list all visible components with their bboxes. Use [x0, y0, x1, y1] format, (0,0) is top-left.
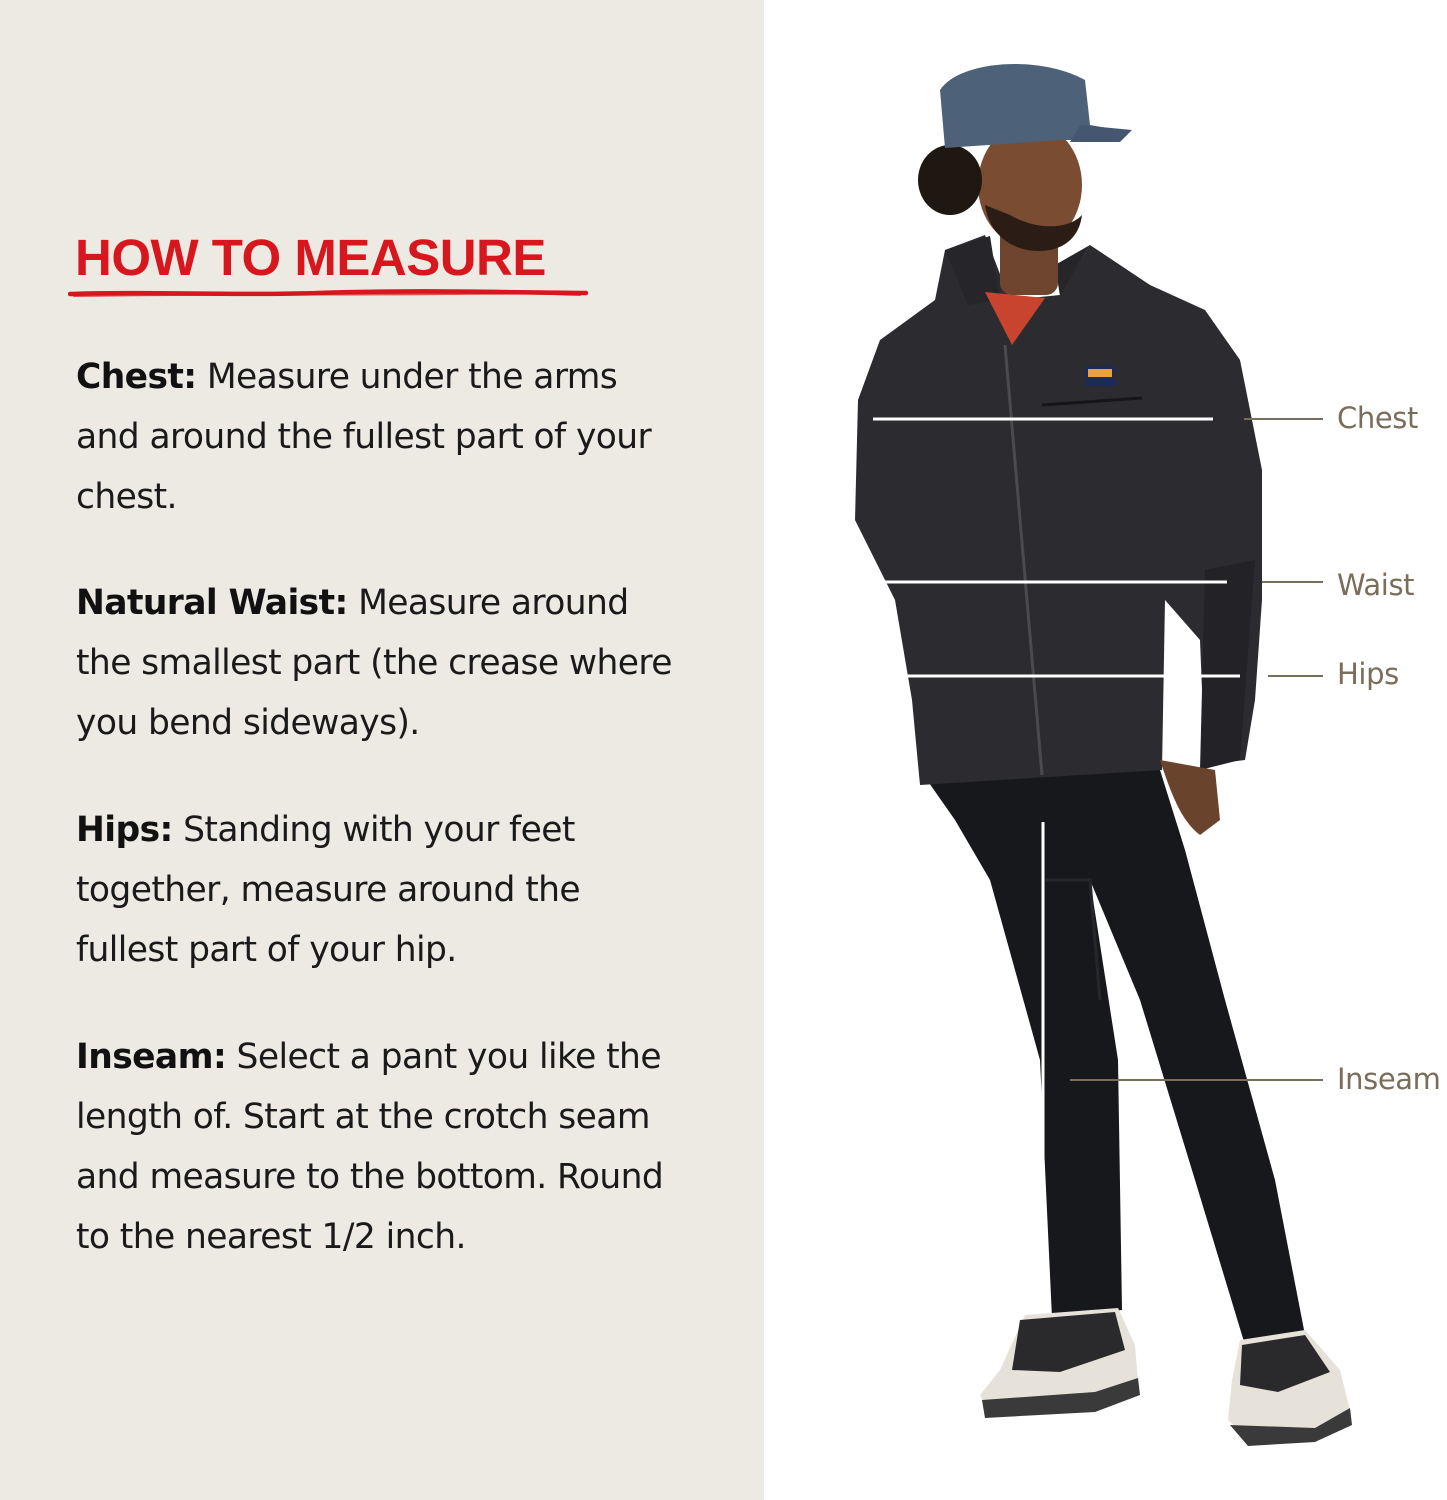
instruction-chest: [76, 347, 686, 527]
inseam-label: Inseam: [1337, 1062, 1441, 1096]
instruction-text: Standing with your feet together, measure around the fullest part of your hip.: [76, 810, 581, 970]
instruction-text: Measure under the arms and around the fullest part of your chest.: [76, 357, 652, 517]
instruction-text: Select a pant you like the length of. Start at the crotch seam and measure to the bottom. Round to the nearest 1/2 inch.: [76, 1037, 664, 1257]
model-photo: [764, 0, 1447, 1500]
chest-label: Chest: [1337, 401, 1418, 435]
instruction-hips: [76, 800, 686, 980]
instruction-term: Chest:: [76, 357, 197, 397]
instruction-text: Measure around the smallest part (the crease where you bend sideways).: [76, 583, 672, 743]
instruction-term: Hips:: [76, 810, 173, 850]
instruction-term: Natural Waist:: [76, 583, 348, 623]
hips-label: Hips: [1337, 657, 1399, 691]
instruction-term: Inseam:: [76, 1037, 227, 1077]
title-underline-brushstroke: [68, 288, 588, 300]
instruction-inseam: [76, 1027, 686, 1267]
instruction-natural-waist: [76, 573, 686, 753]
waist-label: Waist: [1337, 568, 1415, 602]
page-title: HOW TO MEASURE: [75, 229, 546, 286]
